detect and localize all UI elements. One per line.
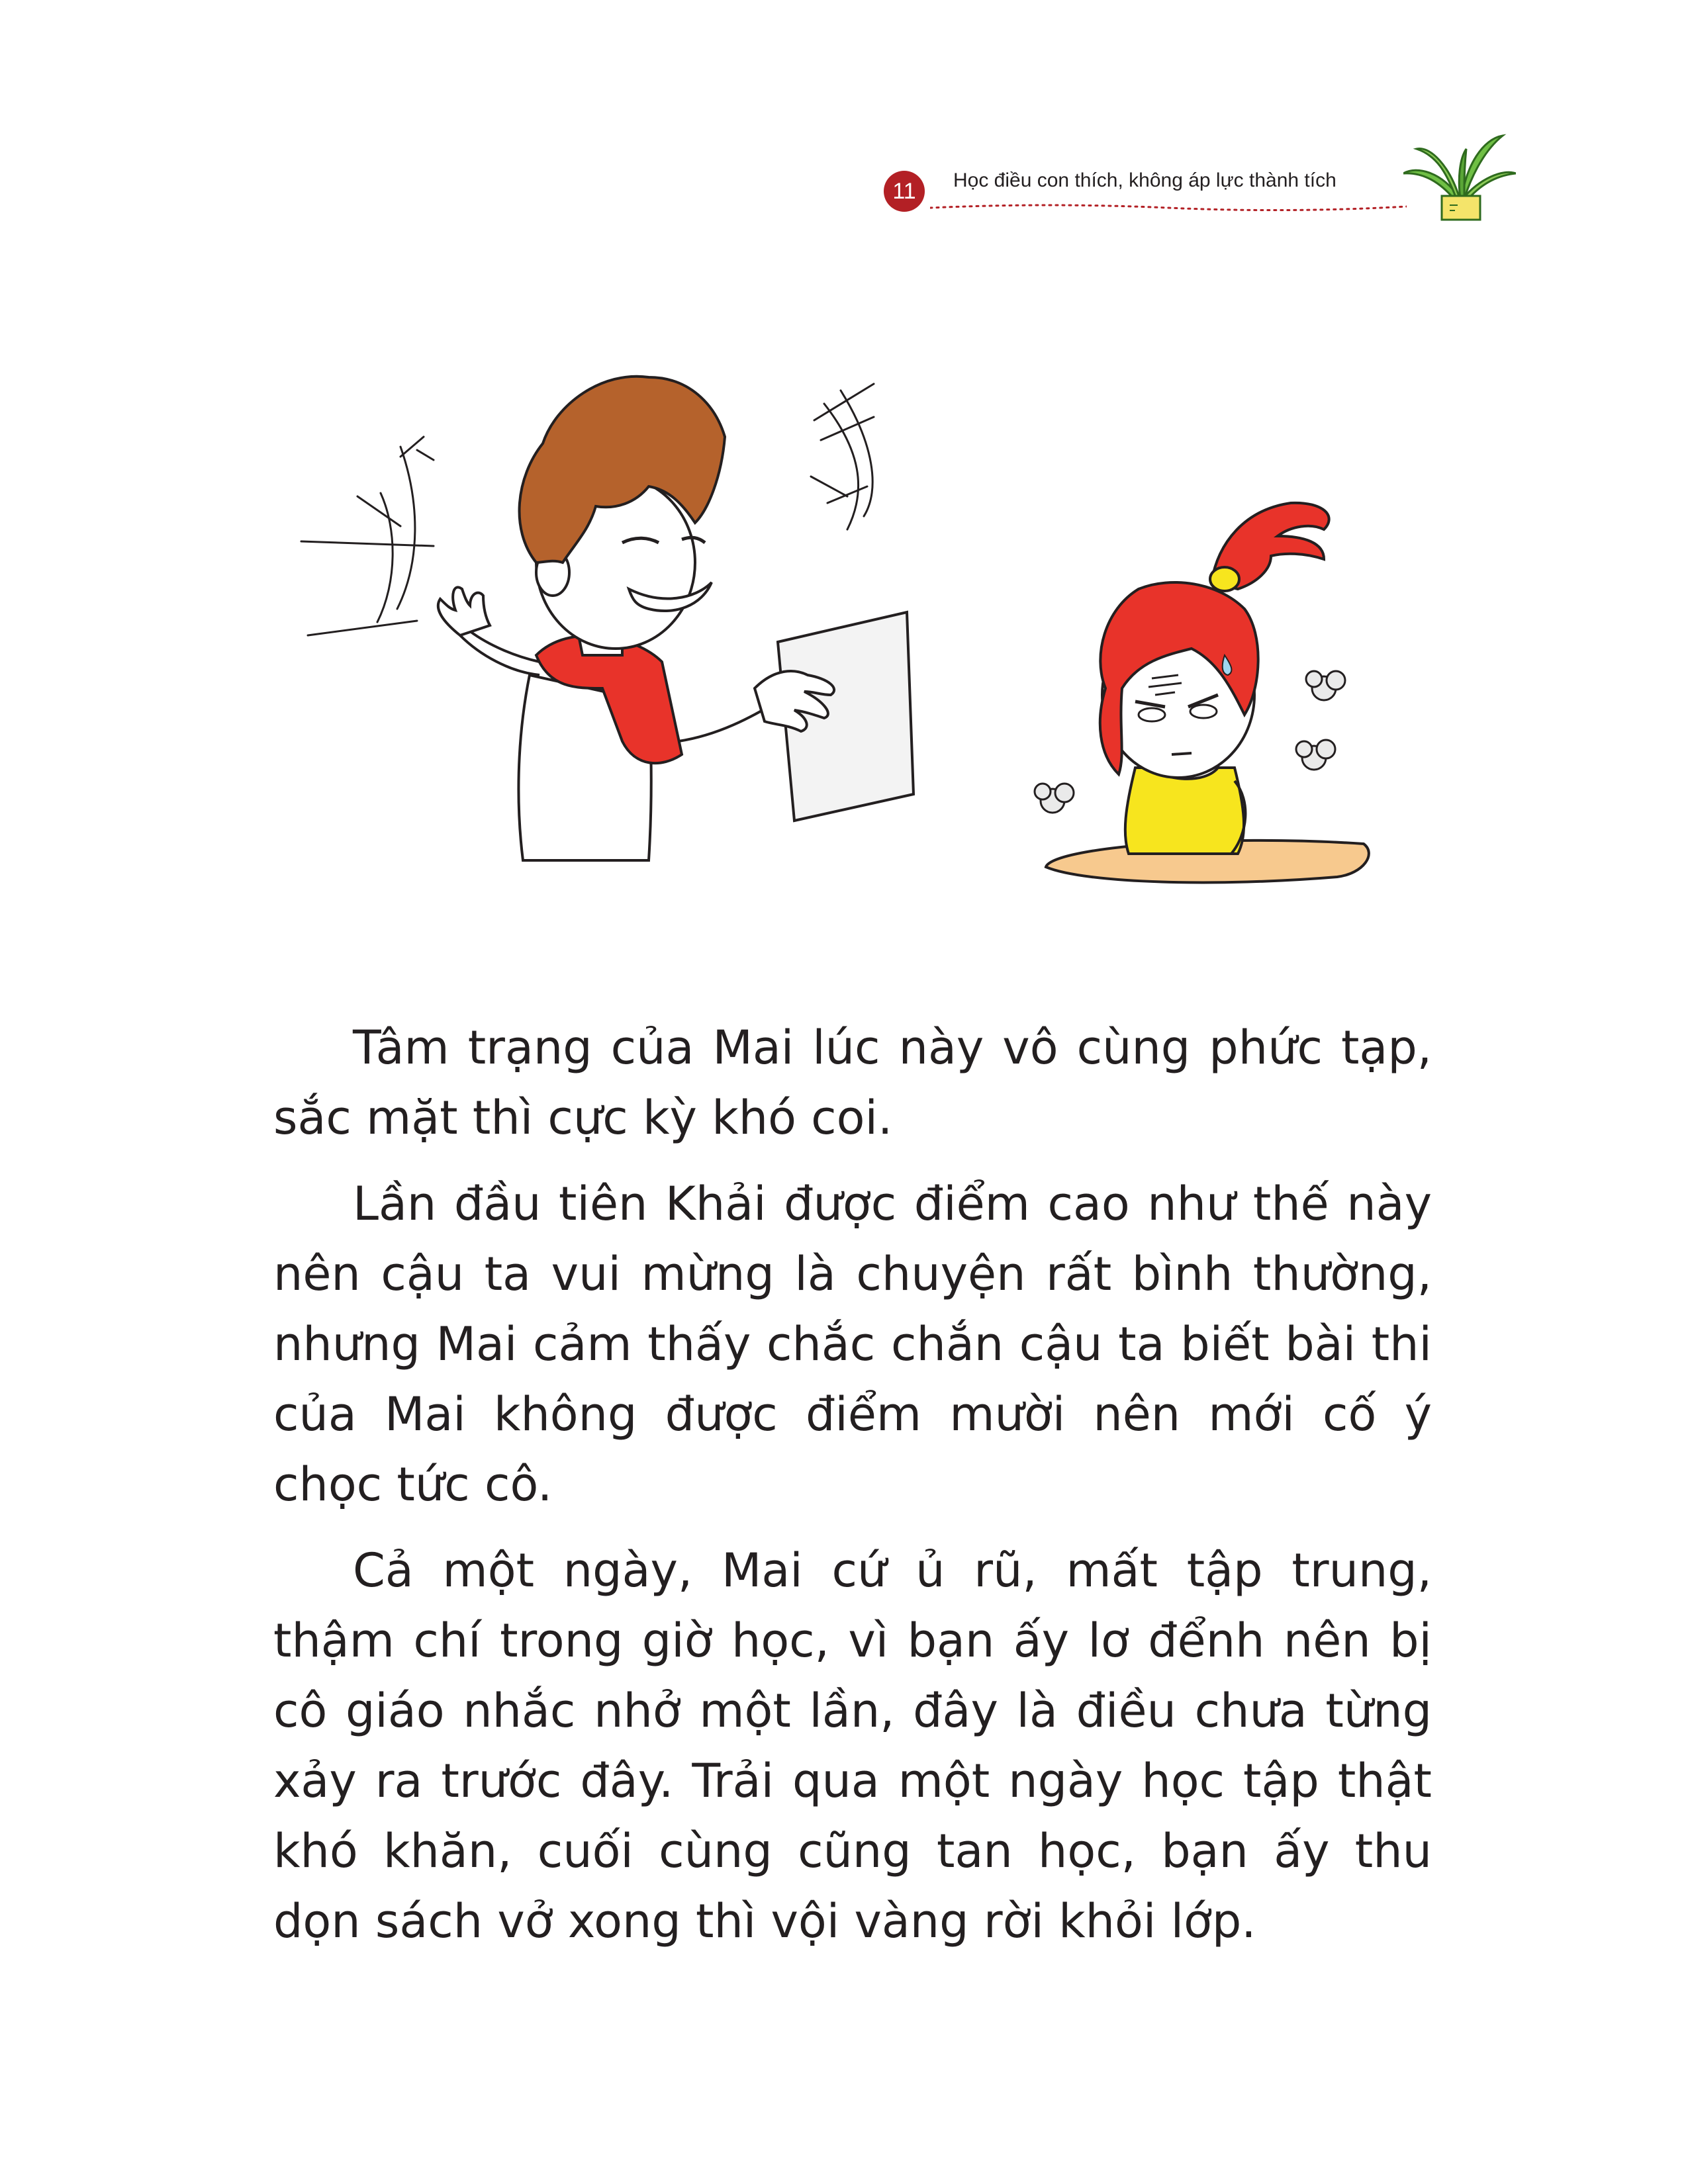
- paragraph-3: Cả một ngày, Mai cứ ủ rũ, mất tập trung, thậm chí trong giờ học, vì bạn ấy lơ đểnh nên bị cô giáo nhắc nhở một lần, đây là điều chưa từng xảy ra trước đây. Trải qua một ngày học tập thật khó khăn, cuối cùng cũng tan học, bạn ấy thu dọn sách vở xong thì vội vàng rời khỏi lớp.: [273, 1543, 1432, 1948]
- dotted-divider: [930, 201, 1407, 214]
- potted-plant-icon: [1403, 132, 1516, 222]
- boy-character: [438, 377, 914, 860]
- running-title: Học điều con thích, không áp lực thành tích: [953, 169, 1336, 191]
- paragraph-2: Lần đầu tiên Khải được điểm cao như thế này nên cậu ta vui mừng là chuyện rất bình thường, nhưng Mai cảm thấy chắc chắn cậu ta biết bài thi của Mai không được điểm mười nên mới cố ý chọc tức cô.: [273, 1177, 1432, 1512]
- running-header: [877, 132, 1513, 225]
- story-text: [273, 1013, 1432, 1972]
- boy-and-girl-illustration: [291, 344, 1417, 913]
- girl-character: [1035, 503, 1369, 883]
- paragraph-1: Tâm trạng của Mai lúc này vô cùng phức tạp, sắc mặt thì cực kỳ khó coi.: [273, 1021, 1432, 1145]
- page-number-badge: 11: [884, 171, 925, 212]
